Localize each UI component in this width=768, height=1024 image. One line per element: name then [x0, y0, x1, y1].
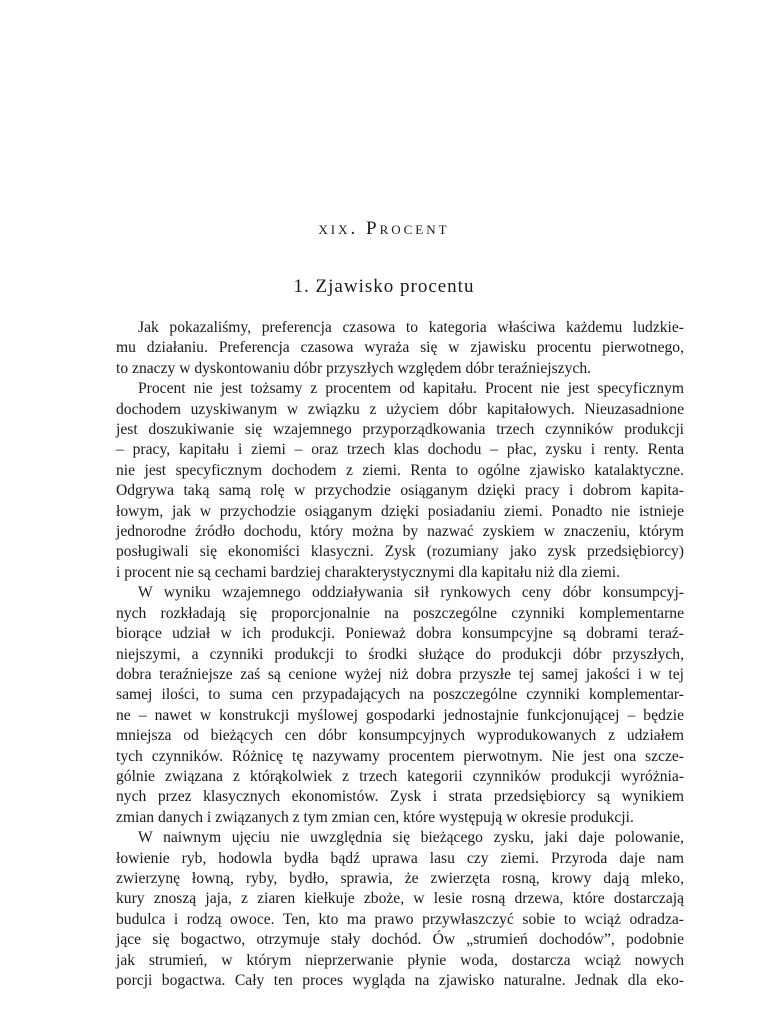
- text-line: porcji bogactwa. Cały ten proces wygląda na zjawisko naturalne. Jednak dla eko-: [116, 972, 684, 989]
- text-line: jak strumień, w którym nieprzerwanie płynie woda, dostarcza wciąż nowych: [116, 951, 684, 969]
- text-line: Procent nie jest tożsamy z procentem od kapitału. Procent nie jest specyficznym: [138, 380, 684, 398]
- text-line: posługiwali się ekonomiści klasyczni. Zysk (rozumiany jako zysk przedsiębiorcy): [116, 543, 684, 561]
- chapter-title: xix. Procent: [318, 218, 450, 239]
- text-line: jest doszukiwanie się wzajemnego przyporządkowania trzech czynników produkcji: [116, 421, 684, 439]
- text-line: budulca i rodzą owoce. Ten, kto ma prawo przywłaszczyć sobie to wciąż odradza-: [116, 910, 684, 928]
- text-line: dochodem uzyskiwanym w związku z użyciem dóbr kapitałowych. Nieuzasadnione: [116, 400, 684, 418]
- text-line: nych przez klasycznych ekonomistów. Zysk i strata przedsiębiorcy są wynikiem: [116, 788, 684, 806]
- text-line: – pracy, kapitału i ziemi – oraz trzech klas dochodu – płac, zysku i renty. Renta: [116, 441, 684, 459]
- text-line: to znaczy w dyskontowaniu dóbr przyszłych względem dóbr teraźniejszych.: [116, 359, 592, 377]
- body-text: [116, 318, 684, 991]
- text-line: nych rozkładają się proporcjonalnie na poszczególne czynniki komplementarne: [116, 604, 684, 622]
- text-line: łowienie ryb, hodowla bydła bądź uprawa lasu czy ziemi. Przyroda daje nam: [116, 849, 684, 867]
- text-line: W naiwnym ujęciu nie uwzględnia się bieżącego zysku, jaki daje polowanie,: [138, 829, 684, 847]
- text-line: zmian danych i związanych z tym zmian cen, które występują w okresie produkcji.: [116, 808, 634, 826]
- text-line: i procent nie są cechami bardziej charakterystycznymi dla kapitału niż dla ziemi.: [116, 563, 620, 581]
- text-line: kury znoszą jaja, z ziaren kiełkuje zboże, w lesie rosną drzewa, które dostarczają: [116, 890, 684, 908]
- text-line: mniejsza od bieżących cen dóbr konsumpcyjnych wyprodukowanych z udziałem: [116, 727, 684, 745]
- text-line: Jak pokazaliśmy, preferencja czasowa to kategoria właściwa każdemu ludzkie-: [138, 319, 684, 336]
- text-line: niejszymi, a czynniki produkcji to środki służące do produkcji dóbr przyszłych,: [116, 645, 684, 663]
- text-line: Odgrywa taką samą rolę w przychodzie osiąganym dzięki pracy i dobrom kapita-: [116, 482, 684, 500]
- text-line: W wyniku wzajemnego oddziaływania sił rynkowych ceny dóbr konsumpcyj-: [138, 584, 684, 602]
- text-line: mu działaniu. Preferencja czasowa wyraża się w zjawisku procentu pierwotnego,: [116, 339, 684, 357]
- text-line: łowym, jak w przychodzie osiąganym dzięki posiadaniu ziemi. Ponadto nie istnieje: [116, 502, 684, 520]
- text-line: ne – nawet w konstrukcji myślowej gospodarki jednostajnie funkcjonującej – będzie: [116, 706, 684, 724]
- text-line: dobra teraźniejsze zaś są cenione wyżej niż dobra przyszłe tej samej jakości i w tej: [116, 665, 684, 683]
- text-line: biorące udział w ich produkcji. Ponieważ dobra konsumpcyjne są dobrami teraź-: [116, 625, 684, 643]
- text-line: tych czynników. Różnicę tę nazywamy procentem pierwotnym. Nie jest ona szcze-: [116, 747, 684, 765]
- text-line: jące się bogactwo, otrzymuje stały dochód. Ów „strumień dochodów”, podobnie: [116, 931, 684, 949]
- text-line: gólnie związana z którąkolwiek z trzech kategorii czynników produkcji wyróżnia-: [116, 767, 684, 785]
- section-title: 1. Zjawisko procentu: [293, 276, 475, 297]
- text-line: nie jest specyficznym dochodem z ziemi. Renta to ogólne zjawisko katalaktyczne.: [116, 461, 684, 479]
- text-line: jednorodne źródło dochodu, który można by nazwać zyskiem w znaczeniu, którym: [116, 523, 684, 541]
- text-line: samej ilości, to suma cen przypadających na poszczególne czynniki komplementar-: [116, 686, 684, 704]
- text-line: zwierzynę łowną, ryby, bydło, sprawia, że zwierzęta rosną, krowy dają mleko,: [116, 869, 684, 887]
